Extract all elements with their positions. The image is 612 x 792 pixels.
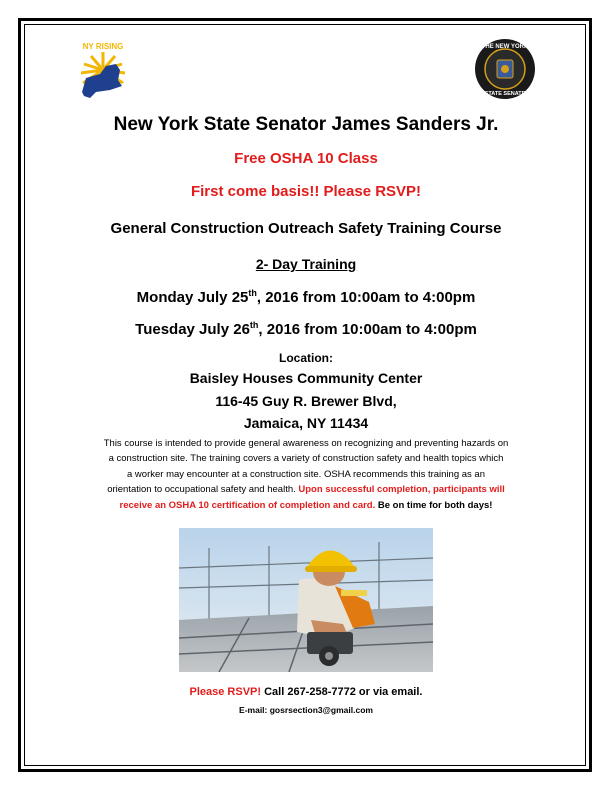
day-one-date: Monday July 25 <box>136 289 249 306</box>
description-line: a worker may encounter at a construction site. OSHA recommends this training as an <box>127 468 485 480</box>
svg-text:STATE SENATE: STATE SENATE <box>484 91 526 97</box>
day-one-time: , 2016 from 10:00am to 4:00pm <box>256 289 476 306</box>
location-label: Location: <box>279 351 333 365</box>
construction-worker-photo <box>179 528 433 672</box>
description-line: This course is intended to provide general awareness on recognizing and preventing hazards on <box>103 438 509 449</box>
svg-text:THE NEW YORK: THE NEW YORK <box>481 44 529 50</box>
rsvp-line: First come basis!! Please RSVP! <box>190 183 422 200</box>
contact-email[interactable]: E-mail: gosrsection3@gmail.com <box>239 705 373 715</box>
day-two-suffix: th <box>249 320 259 330</box>
day-two-date: Tuesday July 26 <box>135 321 250 338</box>
day-one-suffix: th <box>248 288 257 298</box>
certification-notice: Upon successful completion, participants will <box>298 484 505 496</box>
training-duration: 2- Day Training <box>255 256 357 272</box>
description-line <box>62 498 550 513</box>
free-class-line: Free OSHA 10 Class <box>234 150 378 167</box>
description-text: orientation to occupational safety and health. <box>107 484 299 496</box>
ny-rising-logo <box>72 40 134 104</box>
course-name: General Construction Outreach Safety Training Course <box>110 220 502 237</box>
day-two-schedule <box>30 320 582 338</box>
contact-phone: Call 267-258-7772 or via email. <box>261 686 423 698</box>
contact-line <box>30 686 582 698</box>
description-line <box>62 482 550 497</box>
day-two-time: , 2016 from 10:00am to 4:00pm <box>258 321 477 338</box>
venue-name: Baisley Houses Community Center <box>189 370 423 386</box>
certification-notice: receive an OSHA 10 certification of completion and card. <box>119 499 376 511</box>
state-senate-seal <box>474 38 536 100</box>
city-state-zip: Jamaica, NY 11434 <box>243 415 369 431</box>
course-description <box>62 436 550 513</box>
description-line: a construction site. The training covers a variety of construction safety and health topics which <box>108 453 504 465</box>
punctuality-note: Be on time for both days! <box>375 499 493 511</box>
day-one-schedule <box>30 288 582 306</box>
contact-rsvp: Please RSVP! <box>189 686 262 698</box>
svg-text:NY RISING: NY RISING <box>82 42 124 51</box>
street-address: 116-45 Guy R. Brewer Blvd, <box>215 393 397 409</box>
flyer-title: New York State Senator James Sanders Jr. <box>113 114 499 135</box>
